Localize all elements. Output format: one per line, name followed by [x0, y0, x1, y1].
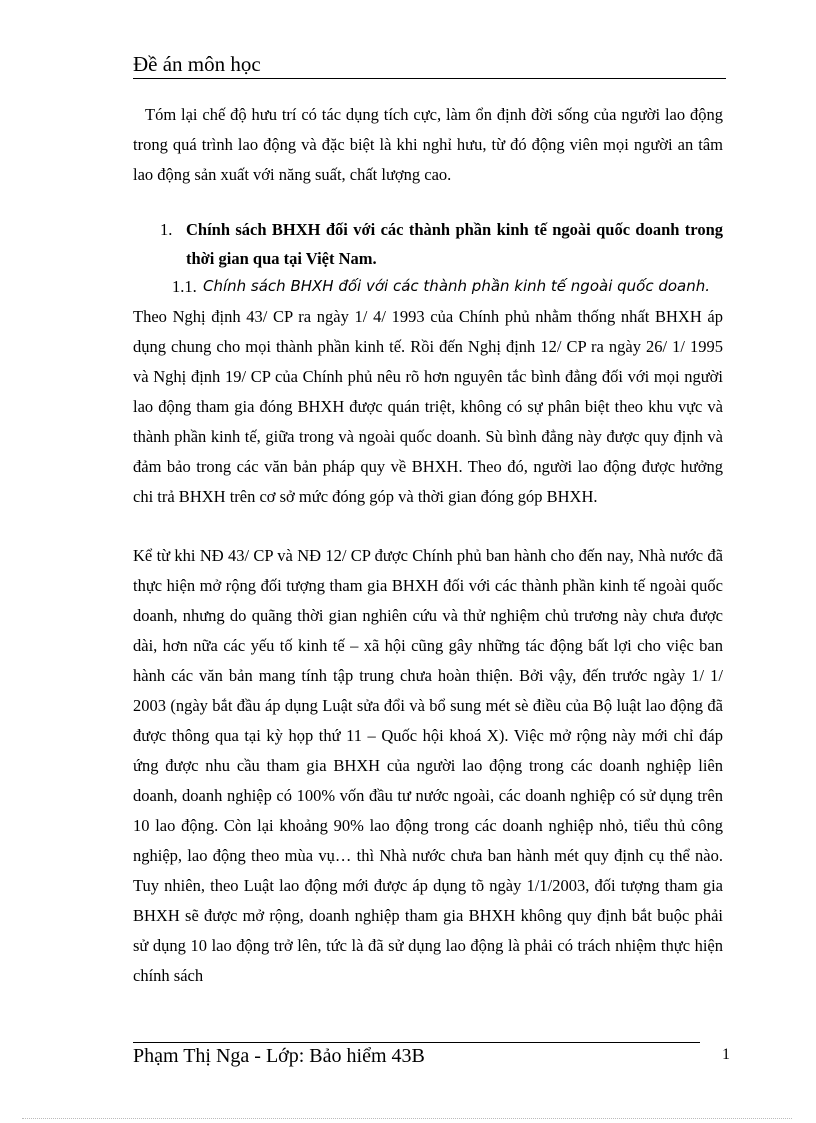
page-number: 1 [722, 1046, 730, 1063]
section-title: Chính sách BHXH đối với các thành phần kinh tế ngoài quốc doanh trong thời gian qua tại Việt Nam. [186, 220, 723, 268]
page-header-title: Đề án môn học [133, 52, 261, 76]
subsection-heading-1-1 [133, 272, 723, 301]
section-number: 1. [160, 220, 173, 239]
footer-divider [133, 1042, 700, 1043]
header-divider [133, 78, 726, 79]
paragraph-decrees: Theo Nghị định 43/ CP ra ngày 1/ 4/ 1993 của Chính phủ nhằm thống nhất BHXH áp dụng chung cho mọi thành phần kinh tế. Rồi đến Nghị định 12/ CP ra ngày 26/ 1/ 1995 và Nghị định 19/ CP của Chính phủ nêu rõ hơn nguyên tắc bình đẳng đối với mọi người lao động tham gia đóng BHXH được quán triệt, không có sự phân biệt theo khu vực và thành phần kinh tế, giữa trong và ngoài quốc doanh. Sù bình đẳng này được quy định và đảm bảo trong các văn bản pháp quy về BHXH. Theo đó, người lao động được hưởng chi trả BHXH trên cơ sở mức đóng góp và thời gian đóng góp BHXH. [133, 307, 723, 506]
section-heading-1 [133, 215, 723, 273]
footer-author: Phạm Thị Nga - Lớp: Bảo hiểm 43B [133, 1045, 425, 1067]
paragraph-pension-summary: Tóm lại chế độ hưu trí có tác dụng tích cực, làm ổn định đời sống của người lao động trong quá trình lao động và đặc biệt là khi nghỉ hưu, từ đó động viên mọi người an tâm lao động sản xuất với năng suất, chất lượng cao. [133, 105, 723, 184]
subsection-number: 1.1. [172, 277, 197, 296]
paragraph-expansion: Kể từ khi NĐ 43/ CP và NĐ 12/ CP được Chính phủ ban hành cho đến nay, Nhà nước đã thực hiện mở rộng đối tượng tham gia BHXH đối với các thành phần kinh tế ngoài quốc doanh, nhưng do quãng thời gian nghiên cứu và thử nghiệm chủ trương này chưa được dài, hơn nữa các yếu tố kinh tế – xã hội cũng gây những tác động bất lợi cho việc ban hành các văn bản mang tính tập trung chưa hoàn thiện. Bởi vậy, đến trước ngày 1/ 1/ 2003 (ngày bắt đầu áp dụng Luật sửa đổi và bổ sung mét sè điều của Bộ luật lao động đã được thông qua tại kỳ họp thứ 11 – Quốc hội khoá X). Việc mở rộng này mới chỉ đáp ứng được nhu cầu tham gia BHXH của người lao động trong các doanh nghiệp liên doanh, doanh nghiệp có 100% vốn đầu tư nước ngoài, các doanh nghiệp có sử dụng trên 10 lao động. Còn lại khoảng 90% lao động trong các doanh nghiệp nhỏ, tiểu thủ công nghiệp, lao động theo mùa vụ… thì Nhà nước chưa ban hành mét quy định cụ thể nào. Tuy nhiên, theo Luật lao động mới được áp dụng tõ ngày 1/1/2003, đối tượng tham gia BHXH sẽ được mở rộng, doanh nghiệp tham gia BHXH không quy định bắt buộc phải sử dụng 10 lao động trở lên, tức là đã sử dụng lao động là phải có trách nhiệm thực hiện chính sách [133, 546, 723, 985]
subsection-title: Chính sách BHXH đối với các thành phần kinh tế ngoài quốc doanh. [203, 277, 711, 295]
page-bottom-border [22, 1118, 792, 1119]
